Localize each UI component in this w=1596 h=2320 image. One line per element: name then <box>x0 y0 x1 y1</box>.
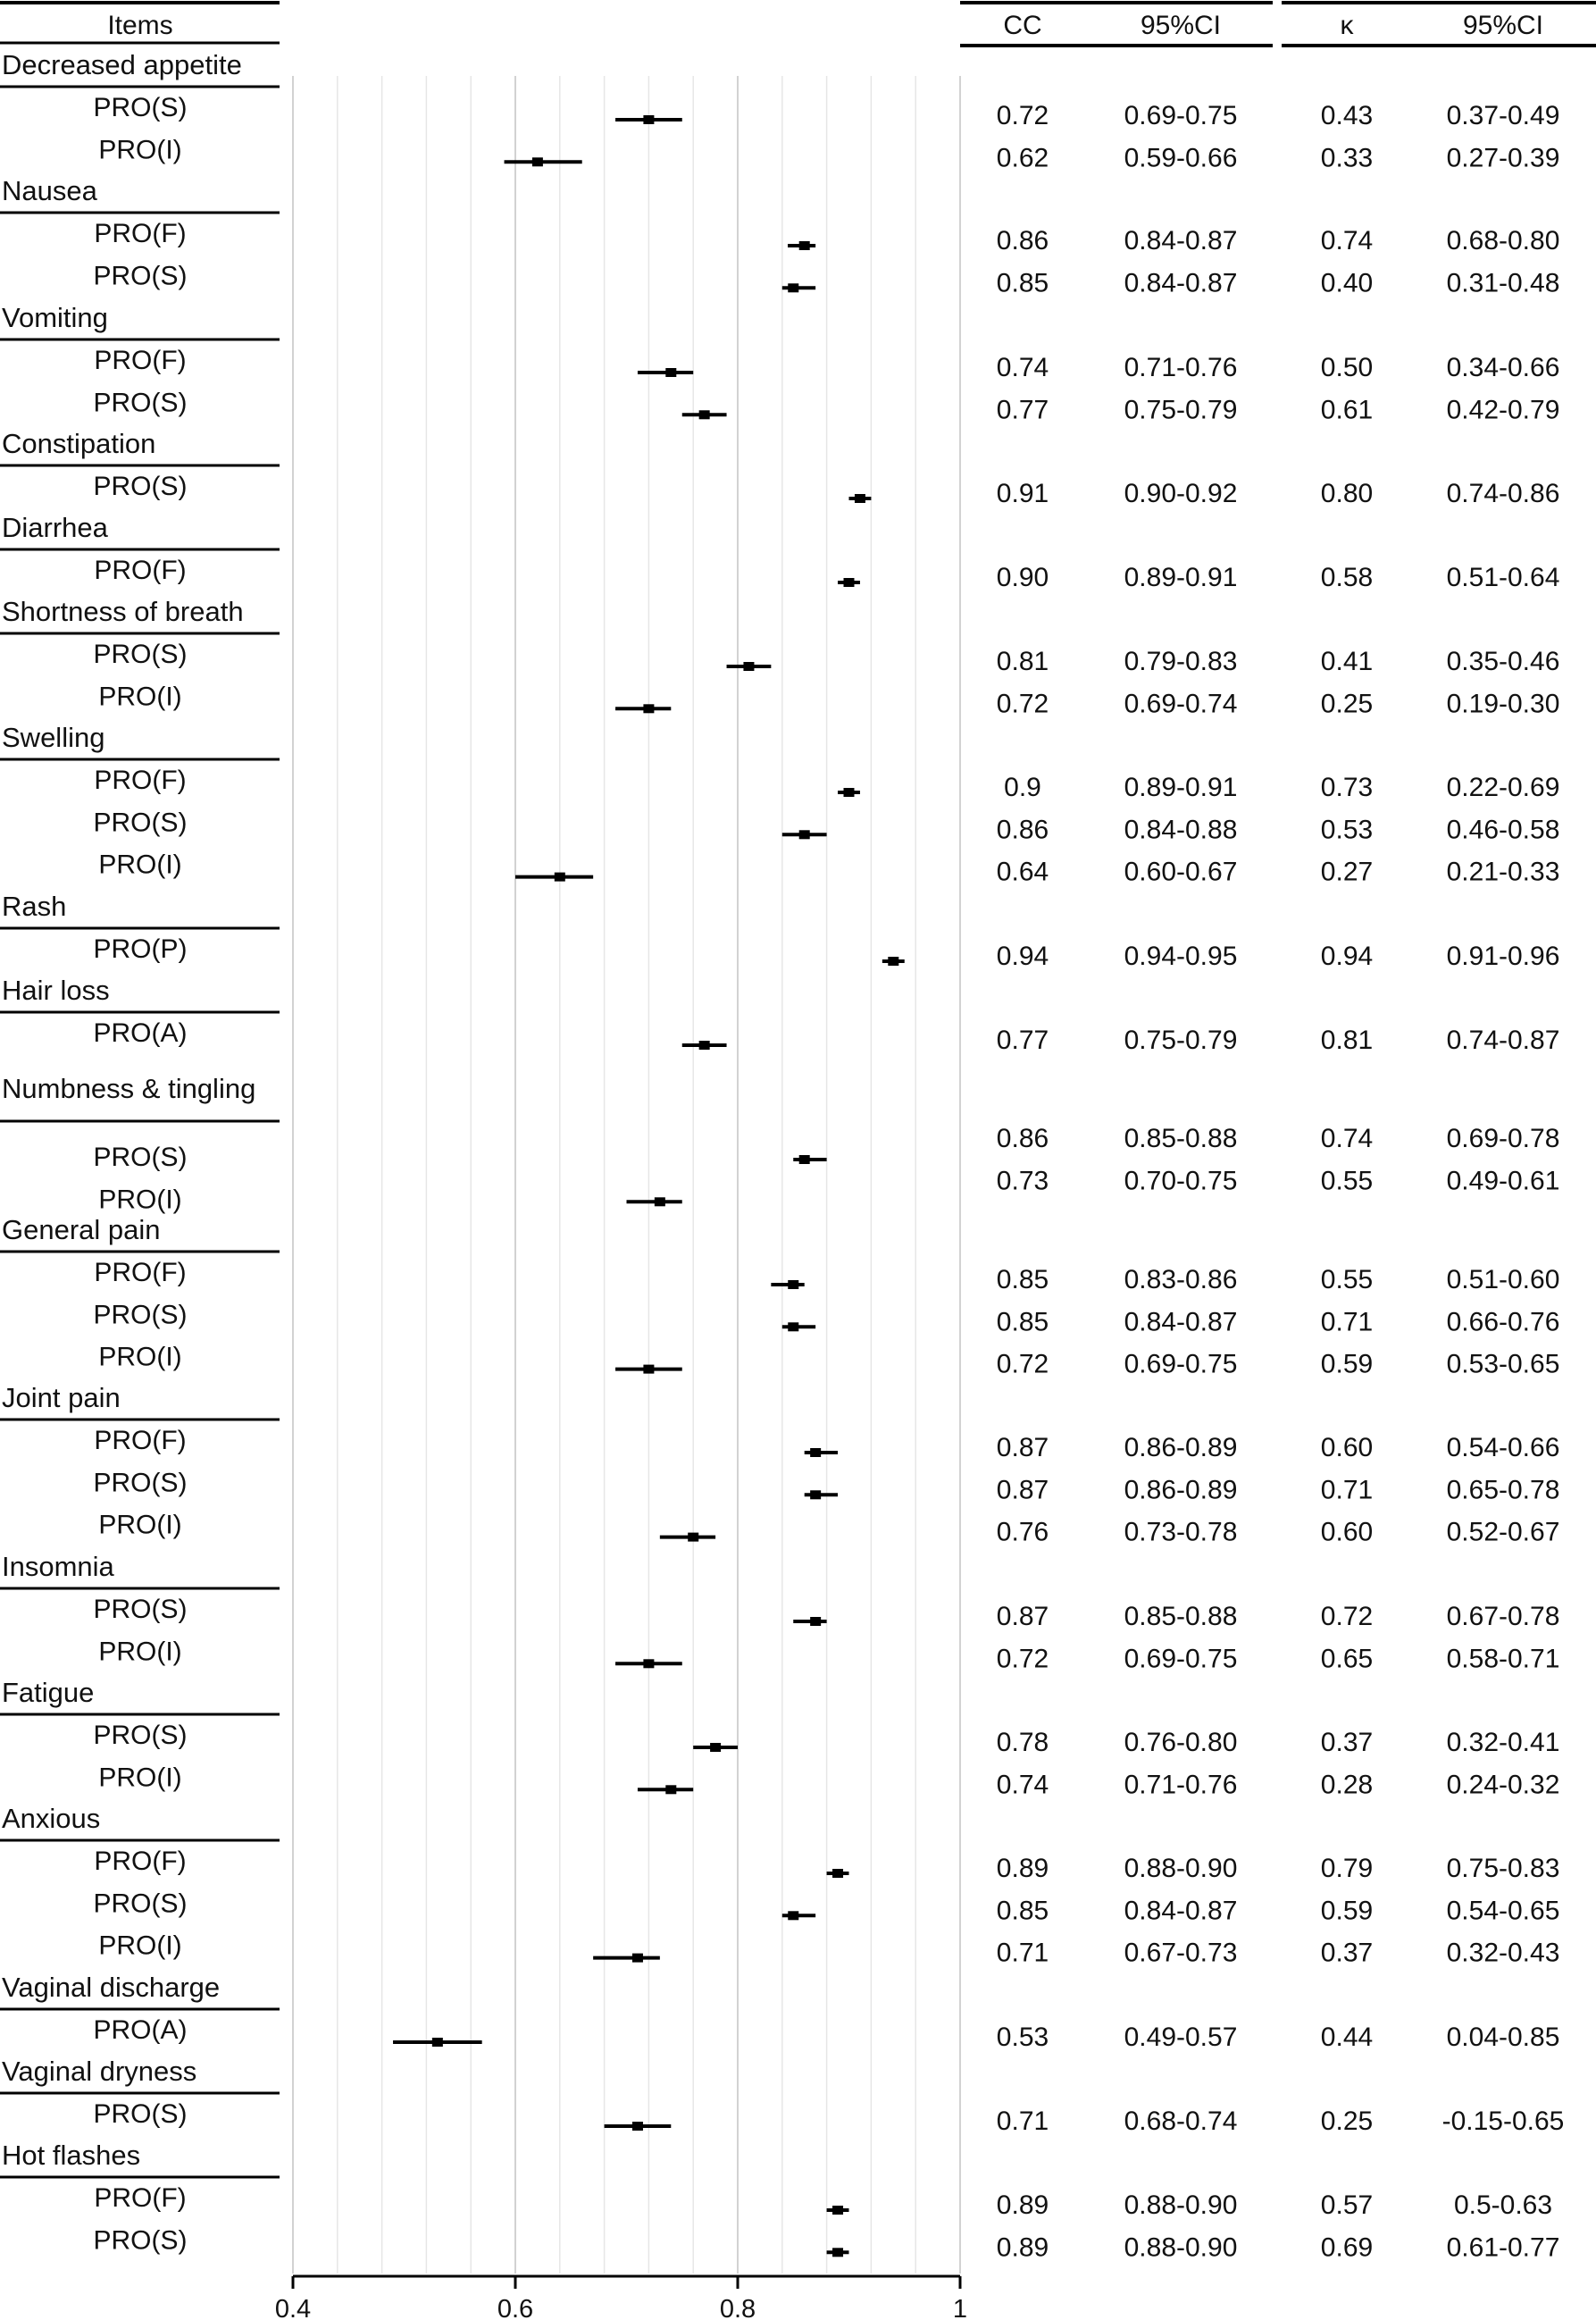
kappa-ci-value: 0.68-0.80 <box>1446 226 1560 255</box>
header-cc-ci: 95%CI <box>1140 11 1222 40</box>
kappa-ci-value: 0.91-0.96 <box>1446 942 1560 971</box>
kappa-value: 0.55 <box>1320 1265 1374 1294</box>
kappa-value: 0.59 <box>1320 1896 1374 1926</box>
point-estimate <box>844 578 855 587</box>
row-label: PRO(S) <box>93 472 188 501</box>
cc-ci-value: 0.79-0.83 <box>1124 647 1238 676</box>
cc-value: 0.76 <box>996 1517 1049 1547</box>
kappa-value: 0.94 <box>1320 942 1374 971</box>
cc-value: 0.89 <box>996 2232 1049 2263</box>
item-name: Vaginal dryness <box>2 2056 197 2087</box>
row-label: PRO(I) <box>98 1510 182 1540</box>
cc-ci-value: 0.69-0.74 <box>1124 689 1238 719</box>
kappa-value: 0.37 <box>1320 1728 1374 1757</box>
point-estimate <box>832 2206 843 2215</box>
kappa-ci-value: 0.53-0.65 <box>1446 1349 1560 1379</box>
point-estimate <box>655 1197 665 1206</box>
item-name: Insomnia <box>2 1551 114 1582</box>
row-label: PRO(S) <box>93 388 188 418</box>
point-estimate <box>799 241 810 250</box>
kappa-value: 0.71 <box>1320 1475 1374 1505</box>
kappa-ci-value: 0.32-0.41 <box>1446 1728 1560 1757</box>
item-group <box>0 1214 1559 1379</box>
row-label: PRO(F) <box>94 346 187 375</box>
cc-value: 0.64 <box>996 857 1049 887</box>
cc-ci-value: 0.84-0.87 <box>1124 1896 1238 1926</box>
cc-value: 0.53 <box>996 2023 1049 2052</box>
x-tick-label: 0.8 <box>719 2295 756 2320</box>
kappa-value: 0.33 <box>1320 143 1374 173</box>
cc-value: 0.89 <box>996 2190 1049 2220</box>
cc-ci-value: 0.88-0.90 <box>1124 1854 1238 1883</box>
cc-ci-value: 0.69-0.75 <box>1124 101 1238 130</box>
cc-ci-value: 0.69-0.75 <box>1124 1349 1238 1379</box>
kappa-value: 0.60 <box>1320 1433 1374 1462</box>
point-estimate <box>555 873 565 882</box>
kappa-value: 0.59 <box>1320 1349 1374 1379</box>
kappa-value: 0.74 <box>1320 1124 1374 1153</box>
kappa-value: 0.81 <box>1320 1026 1374 1055</box>
kappa-ci-value: 0.58-0.71 <box>1446 1644 1560 1674</box>
point-estimate <box>710 1743 721 1752</box>
item-name: Swelling <box>2 722 105 753</box>
kappa-ci-value: 0.46-0.58 <box>1446 815 1560 845</box>
kappa-value: 0.44 <box>1320 2023 1374 2052</box>
cc-value: 0.89 <box>996 1854 1049 1883</box>
kappa-value: 0.74 <box>1320 226 1374 255</box>
cc-value: 0.85 <box>996 268 1049 298</box>
item-group <box>0 512 1559 592</box>
cc-ci-value: 0.75-0.79 <box>1124 1026 1238 1055</box>
header-items: Items <box>107 11 173 40</box>
item-name: Fatigue <box>2 1677 95 1708</box>
cc-ci-value: 0.86-0.89 <box>1124 1475 1238 1505</box>
cc-ci-value: 0.73-0.78 <box>1124 1517 1238 1547</box>
kappa-value: 0.27 <box>1320 857 1374 887</box>
kappa-value: 0.41 <box>1320 647 1374 676</box>
point-estimate <box>532 157 543 166</box>
header-cc: CC <box>1003 11 1042 40</box>
kappa-ci-value: 0.51-0.64 <box>1446 563 1560 592</box>
cc-ci-value: 0.84-0.87 <box>1124 226 1238 255</box>
kappa-ci-value: 0.54-0.66 <box>1446 1433 1560 1462</box>
kappa-ci-value: 0.42-0.79 <box>1446 395 1560 425</box>
row-label: PRO(F) <box>94 2183 187 2213</box>
cc-value: 0.74 <box>996 1770 1049 1800</box>
kappa-value: 0.40 <box>1320 268 1374 298</box>
point-estimate <box>665 368 676 377</box>
row-label: PRO(F) <box>94 219 187 248</box>
kappa-value: 0.79 <box>1320 1854 1374 1883</box>
point-estimate <box>799 830 810 839</box>
kappa-ci-value: 0.69-0.78 <box>1446 1124 1560 1153</box>
cc-value: 0.81 <box>996 647 1049 676</box>
cc-ci-value: 0.94-0.95 <box>1124 942 1238 971</box>
item-name: Nausea <box>2 175 97 206</box>
x-tick-label: 1 <box>952 2295 968 2320</box>
row-label: PRO(A) <box>93 2015 188 2045</box>
cc-value: 0.62 <box>996 143 1049 173</box>
item-name: Numbness & tingling <box>2 1073 256 1104</box>
point-estimate <box>699 1041 710 1050</box>
item-group <box>0 891 1559 971</box>
item-group <box>0 722 1559 887</box>
x-tick-label: 0.4 <box>274 2295 312 2320</box>
cc-ci-value: 0.88-0.90 <box>1124 2232 1238 2263</box>
kappa-ci-value: 0.74-0.87 <box>1446 1026 1560 1055</box>
point-estimate <box>855 494 865 503</box>
kappa-value: 0.43 <box>1320 101 1374 130</box>
point-estimate <box>643 704 654 713</box>
point-estimate <box>810 1617 821 1626</box>
row-label: PRO(S) <box>93 261 188 291</box>
cc-ci-value: 0.75-0.79 <box>1124 395 1238 425</box>
cc-value: 0.86 <box>996 815 1049 845</box>
cc-ci-value: 0.68-0.74 <box>1124 2106 1238 2136</box>
kappa-ci-value: 0.67-0.78 <box>1446 1602 1560 1631</box>
item-group <box>0 428 1559 508</box>
point-estimate <box>632 2122 643 2131</box>
cc-value: 0.73 <box>996 1166 1049 1196</box>
grid-layer <box>293 76 960 2274</box>
point-estimate <box>788 1322 798 1331</box>
header-kappa: κ <box>1340 11 1354 40</box>
item-name: Hot flashes <box>2 2140 141 2171</box>
point-estimate <box>832 2248 843 2257</box>
item-group <box>0 302 1559 424</box>
item-group <box>0 1073 1559 1214</box>
item-name: General pain <box>2 1214 161 1245</box>
cc-ci-value: 0.70-0.75 <box>1124 1166 1238 1196</box>
kappa-value: 0.60 <box>1320 1517 1374 1547</box>
kappa-value: 0.58 <box>1320 563 1374 592</box>
cc-value: 0.9 <box>1004 773 1041 802</box>
cc-value: 0.87 <box>996 1433 1049 1462</box>
row-label: PRO(S) <box>93 2099 188 2129</box>
cc-ci-value: 0.88-0.90 <box>1124 2190 1238 2220</box>
item-group <box>0 596 1559 718</box>
point-estimate <box>743 662 754 671</box>
point-estimate <box>888 957 898 966</box>
cc-value: 0.86 <box>996 1124 1049 1153</box>
row-label: PRO(S) <box>93 1721 188 1750</box>
cc-ci-value: 0.84-0.88 <box>1124 815 1238 845</box>
kappa-value: 0.72 <box>1320 1602 1374 1631</box>
item-name: Anxious <box>2 1803 101 1834</box>
kappa-value: 0.80 <box>1320 479 1374 508</box>
kappa-value: 0.37 <box>1320 1938 1374 1968</box>
kappa-value: 0.65 <box>1320 1644 1374 1674</box>
point-estimate <box>844 788 855 797</box>
kappa-ci-value: 0.52-0.67 <box>1446 1517 1560 1547</box>
kappa-ci-value: 0.66-0.76 <box>1446 1307 1560 1337</box>
item-group <box>0 1551 1559 1673</box>
point-estimate <box>665 1785 676 1794</box>
item-name: Vaginal discharge <box>2 1972 221 2003</box>
cc-value: 0.94 <box>996 942 1049 971</box>
kappa-ci-value: 0.37-0.49 <box>1446 101 1560 130</box>
cc-ci-value: 0.71-0.76 <box>1124 353 1238 382</box>
item-name: Diarrhea <box>2 512 108 543</box>
cc-value: 0.71 <box>996 1938 1049 1968</box>
x-axis <box>275 2276 967 2320</box>
row-label: PRO(I) <box>98 135 182 165</box>
kappa-value: 0.25 <box>1320 2106 1374 2136</box>
point-estimate <box>643 1365 654 1374</box>
cc-value: 0.78 <box>996 1728 1049 1757</box>
cc-value: 0.91 <box>996 479 1049 508</box>
header-kappa-ci: 95%CI <box>1462 11 1544 40</box>
cc-value: 0.77 <box>996 1026 1049 1055</box>
row-label: PRO(S) <box>93 640 188 669</box>
item-group <box>0 2140 1559 2262</box>
kappa-value: 0.69 <box>1320 2232 1374 2263</box>
cc-value: 0.71 <box>996 2106 1049 2136</box>
point-estimate <box>643 1659 654 1668</box>
item-name: Constipation <box>2 428 156 459</box>
row-label: PRO(S) <box>93 2225 188 2256</box>
item-name: Rash <box>2 891 67 922</box>
cc-ci-value: 0.89-0.91 <box>1124 563 1238 592</box>
row-label: PRO(I) <box>98 1185 182 1215</box>
row-label: PRO(S) <box>93 1143 188 1172</box>
item-name: Joint pain <box>2 1382 121 1413</box>
item-group <box>0 1382 1559 1547</box>
cc-value: 0.74 <box>996 353 1049 382</box>
row-label: PRO(S) <box>93 1300 188 1330</box>
point-estimate <box>810 1490 821 1499</box>
cc-ci-value: 0.67-0.73 <box>1124 1938 1238 1968</box>
row-label: PRO(I) <box>98 682 182 712</box>
row-label: PRO(I) <box>98 1342 182 1372</box>
cc-value: 0.86 <box>996 226 1049 255</box>
kappa-ci-value: 0.61-0.77 <box>1446 2232 1560 2263</box>
kappa-ci-value: 0.22-0.69 <box>1446 773 1560 802</box>
point-estimate <box>688 1533 698 1542</box>
cc-value: 0.85 <box>996 1307 1049 1337</box>
kappa-value: 0.73 <box>1320 773 1374 802</box>
cc-ci-value: 0.71-0.76 <box>1124 1770 1238 1800</box>
kappa-value: 0.55 <box>1320 1166 1374 1196</box>
row-label: PRO(F) <box>94 556 187 585</box>
point-estimate <box>632 1954 643 1963</box>
item-group <box>0 1803 1559 1968</box>
kappa-ci-value: 0.74-0.86 <box>1446 479 1560 508</box>
kappa-ci-value: 0.19-0.30 <box>1446 689 1560 719</box>
kappa-ci-value: 0.04-0.85 <box>1446 2023 1560 2052</box>
kappa-ci-value: 0.51-0.60 <box>1446 1265 1560 1294</box>
point-estimate <box>799 1155 810 1164</box>
kappa-value: 0.25 <box>1320 689 1374 719</box>
cc-value: 0.72 <box>996 1349 1049 1379</box>
kappa-ci-value: 0.65-0.78 <box>1446 1475 1560 1505</box>
cc-value: 0.85 <box>996 1896 1049 1926</box>
row-label: PRO(S) <box>93 1468 188 1498</box>
cc-ci-value: 0.90-0.92 <box>1124 479 1238 508</box>
item-name: Shortness of breath <box>2 596 244 627</box>
kappa-value: 0.57 <box>1320 2190 1374 2220</box>
cc-value: 0.87 <box>996 1475 1049 1505</box>
row-label: PRO(I) <box>98 850 182 880</box>
cc-ci-value: 0.86-0.89 <box>1124 1433 1238 1462</box>
kappa-ci-value: 0.34-0.66 <box>1446 353 1560 382</box>
point-estimate <box>788 1280 798 1289</box>
kappa-value: 0.28 <box>1320 1770 1374 1800</box>
cc-ci-value: 0.84-0.87 <box>1124 268 1238 298</box>
point-estimate <box>699 410 710 419</box>
item-group <box>0 975 1559 1055</box>
row-label: PRO(I) <box>98 1931 182 1961</box>
kappa-ci-value: 0.32-0.43 <box>1446 1938 1560 1968</box>
cc-ci-value: 0.49-0.57 <box>1124 2023 1238 2052</box>
kappa-ci-value: 0.27-0.39 <box>1446 143 1560 173</box>
point-estimate <box>788 283 798 292</box>
cc-ci-value: 0.85-0.88 <box>1124 1602 1238 1631</box>
kappa-value: 0.61 <box>1320 395 1374 425</box>
row-label: PRO(F) <box>94 1847 187 1876</box>
point-estimate <box>643 115 654 124</box>
kappa-ci-value: -0.15-0.65 <box>1441 2106 1565 2136</box>
row-label: PRO(F) <box>94 766 187 795</box>
cc-ci-value: 0.83-0.86 <box>1124 1265 1238 1294</box>
cc-value: 0.72 <box>996 689 1049 719</box>
row-label: PRO(S) <box>93 808 188 838</box>
item-name: Decreased appetite <box>2 49 242 80</box>
cc-ci-value: 0.85-0.88 <box>1124 1124 1238 1153</box>
kappa-ci-value: 0.24-0.32 <box>1446 1770 1560 1800</box>
kappa-ci-value: 0.35-0.46 <box>1446 647 1560 676</box>
cc-value: 0.72 <box>996 1644 1049 1674</box>
cc-ci-value: 0.84-0.87 <box>1124 1307 1238 1337</box>
cc-ci-value: 0.89-0.91 <box>1124 773 1238 802</box>
item-group <box>0 1677 1559 1799</box>
item-name: Hair loss <box>2 975 110 1006</box>
cc-value: 0.77 <box>996 395 1049 425</box>
point-estimate <box>832 1869 843 1878</box>
row-label: PRO(S) <box>93 1595 188 1624</box>
row-label: PRO(F) <box>94 1258 187 1287</box>
cc-value: 0.87 <box>996 1602 1049 1631</box>
point-estimate <box>788 1911 798 1920</box>
cc-value: 0.90 <box>996 563 1049 592</box>
kappa-value: 0.53 <box>1320 815 1374 845</box>
kappa-value: 0.50 <box>1320 353 1374 382</box>
point-estimate <box>810 1448 821 1457</box>
kappa-ci-value: 0.21-0.33 <box>1446 857 1560 887</box>
row-label: PRO(P) <box>93 934 188 964</box>
kappa-value: 0.71 <box>1320 1307 1374 1337</box>
row-label: PRO(F) <box>94 1426 187 1455</box>
x-tick-label: 0.6 <box>497 2295 534 2320</box>
item-group <box>0 49 1559 172</box>
kappa-ci-value: 0.49-0.61 <box>1446 1166 1560 1196</box>
row-label: PRO(I) <box>98 1637 182 1667</box>
cc-ci-value: 0.59-0.66 <box>1124 143 1238 173</box>
item-group <box>0 1972 1559 2052</box>
row-label: PRO(I) <box>98 1763 182 1793</box>
kappa-ci-value: 0.5-0.63 <box>1453 2190 1553 2220</box>
kappa-ci-value: 0.54-0.65 <box>1446 1896 1560 1926</box>
cc-ci-value: 0.60-0.67 <box>1124 857 1238 887</box>
cc-value: 0.72 <box>996 101 1049 130</box>
row-label: PRO(S) <box>93 93 188 122</box>
kappa-ci-value: 0.31-0.48 <box>1446 268 1560 298</box>
row-label: PRO(A) <box>93 1018 188 1048</box>
point-estimate <box>432 2038 443 2047</box>
cc-ci-value: 0.69-0.75 <box>1124 1644 1238 1674</box>
kappa-ci-value: 0.75-0.83 <box>1446 1854 1560 1883</box>
item-group <box>0 175 1559 297</box>
item-name: Vomiting <box>2 302 108 333</box>
cc-value: 0.85 <box>996 1265 1049 1294</box>
cc-ci-value: 0.76-0.80 <box>1124 1728 1238 1757</box>
row-label: PRO(S) <box>93 1889 188 1919</box>
